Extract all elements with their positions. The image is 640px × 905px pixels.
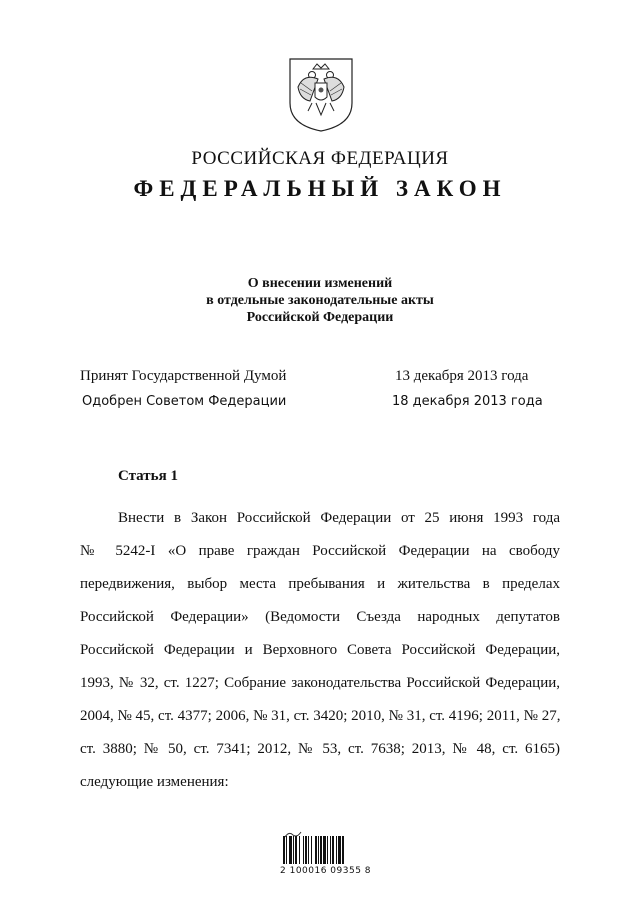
barcode-bar xyxy=(308,836,309,864)
article-line: Внести в Закон Российской Федерации от 25 июня 1993 года xyxy=(118,510,560,526)
russian-coat-of-arms-icon xyxy=(286,55,356,133)
barcode-bar xyxy=(320,836,322,864)
approved-label: Одобрен Советом Федерации xyxy=(82,394,287,409)
barcode-bar xyxy=(318,836,319,864)
article-line: 2004, № 45, ст. 4377; 2006, № 31, ст. 3420; 2010, № 31, ст. 4196; 2011, № 27, xyxy=(80,708,561,724)
adopted-date: 13 декабря 2013 года xyxy=(395,368,529,384)
article-line: ст. 3880; № 50, ст. 7341; 2012, № 53, ст. 7638; 2013, № 48, ст. 6165) xyxy=(80,741,560,757)
barcode xyxy=(283,836,363,864)
article-line: № 5242-I «О праве граждан Российской Федерации на свободу xyxy=(80,543,560,559)
document-type: ФЕДЕРАЛЬНЫЙ ЗАКОН xyxy=(133,176,507,201)
barcode-bar xyxy=(315,836,317,864)
barcode-bar xyxy=(283,836,285,864)
article-body xyxy=(80,502,560,799)
approved-date: 18 декабря 2013 года xyxy=(392,394,543,409)
barcode-bar xyxy=(311,836,312,864)
barcode-bar xyxy=(332,836,334,864)
barcode-bar xyxy=(289,836,292,864)
barcode-bar xyxy=(286,836,287,864)
article-line: Российской Федерации» (Ведомости Съезда народных депутатов xyxy=(80,609,560,625)
barcode-number: 2 100016 09355 8 xyxy=(280,866,372,876)
law-title-line: Российской Федерации xyxy=(246,310,394,325)
barcode-bar xyxy=(295,836,297,864)
barcode-bar xyxy=(342,836,344,864)
barcode-bar xyxy=(338,836,341,864)
article-line: передвижения, выбор места пребывания и жительства в пределах xyxy=(80,576,560,592)
barcode-bar xyxy=(303,836,304,864)
stamp-mark xyxy=(283,826,303,836)
barcode-bar xyxy=(330,836,331,864)
barcode-bar xyxy=(336,836,337,864)
barcode-bar xyxy=(305,836,307,864)
article-line: Российской Федерации и Верховного Совета Российской Федерации, xyxy=(80,642,560,658)
barcode-bar xyxy=(327,836,328,864)
article-line: следующие изменения: xyxy=(80,774,229,790)
article-line: 1993, № 32, ст. 1227; Собрание законодательства Российской Федерации, xyxy=(80,675,560,691)
country-name: РОССИЙСКАЯ ФЕДЕРАЦИЯ xyxy=(191,148,449,169)
law-title-line: в отдельные законодательные акты xyxy=(206,293,434,308)
barcode-bar xyxy=(293,836,294,864)
barcode-bar xyxy=(323,836,326,864)
law-title-line: О внесении изменений xyxy=(247,276,393,291)
barcode-bar xyxy=(299,836,300,864)
adopted-label: Принят Государственной Думой xyxy=(80,368,287,384)
article-heading: Статья 1 xyxy=(118,468,178,484)
